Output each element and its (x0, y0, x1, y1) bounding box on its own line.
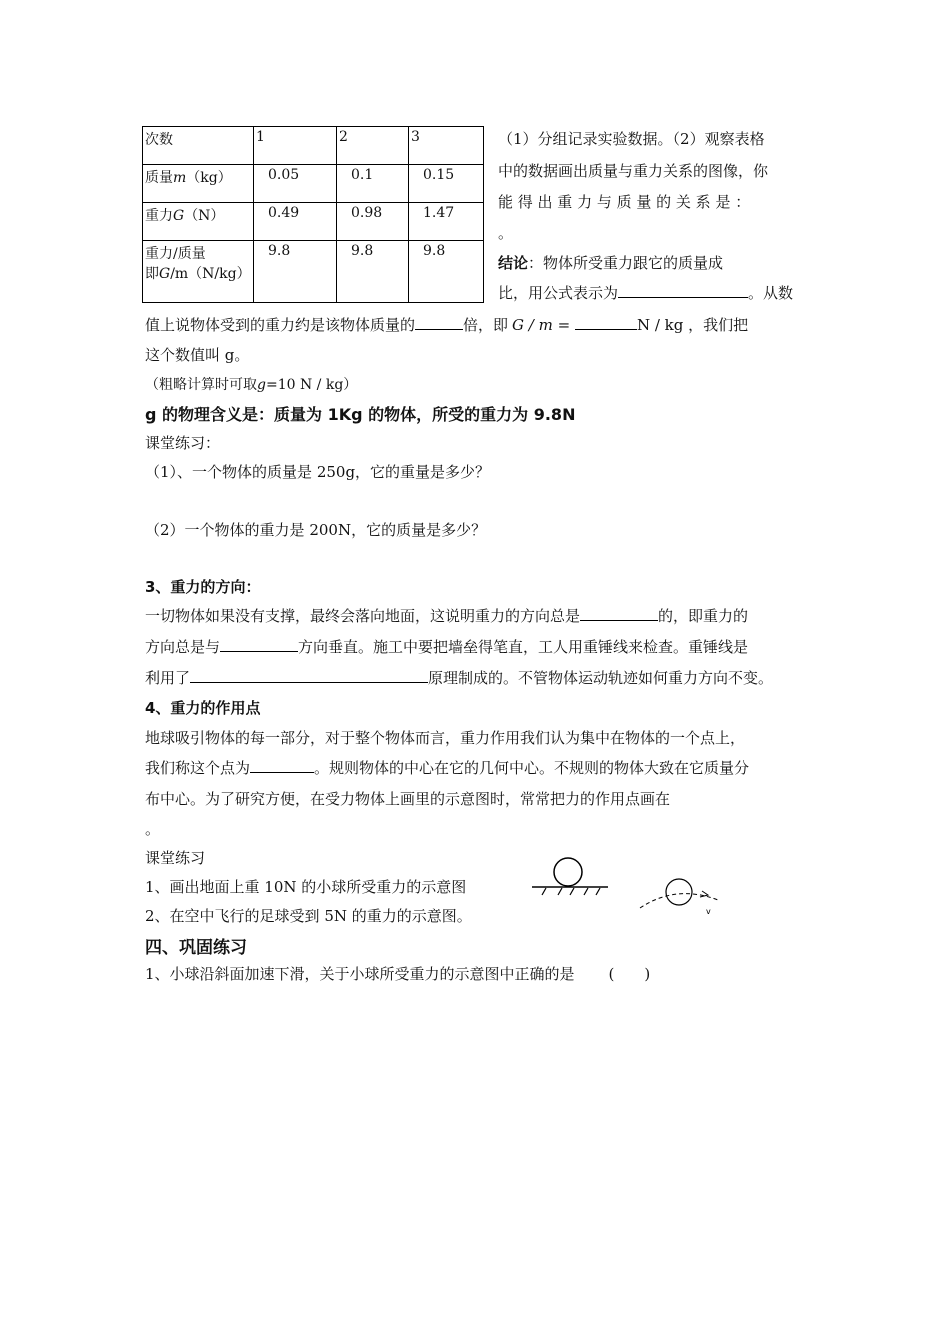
section3-line: 一切物体如果没有支撑，最终会落向地面，这说明重力的方向总是 的，即重力的 (145, 607, 749, 625)
principle-blank[interactable] (190, 668, 428, 683)
side-text-line: 。 (498, 224, 514, 242)
formula-blank[interactable] (618, 283, 748, 298)
football-flight-figure[interactable] (636, 876, 728, 920)
center-of-gravity-blank[interactable] (250, 758, 314, 773)
section4-line: 地球吸引物体的每一部分，对于整个物体而言，重力作用我们认为集中在物体的一个点上， (145, 729, 746, 747)
ball-on-ground-figure[interactable] (528, 852, 614, 904)
ground-hatch (542, 888, 546, 895)
table-header-row (143, 127, 484, 165)
football-circle (666, 879, 692, 905)
multiple-blank[interactable] (415, 315, 463, 330)
practice-question: （2）一个物体的重力是 200N，它的质量是多少？ (145, 521, 487, 539)
practice-title: 课堂练习： (145, 434, 221, 452)
table-cell: 0.15 (409, 165, 484, 203)
table-row (143, 165, 484, 203)
experiment-table (142, 126, 484, 303)
ground-hatch (596, 888, 600, 895)
table-cell: 0.98 (337, 203, 409, 241)
ground-hatch (570, 888, 574, 895)
formula-line: 比，用公式表示为 。从数 (498, 284, 794, 302)
table-header-cell: 3 (409, 127, 484, 165)
table-row (143, 203, 484, 241)
ground-hatch (584, 888, 588, 895)
section3-line: 利用了 原理制成的。不管物体运动轨迹如何重力方向不变。 (145, 669, 774, 687)
g-ratio-line: 值上说物体受到的重力约是该物体质量的 倍，即 G / m = N / kg ，我们把 (145, 316, 749, 334)
table-cell: 9.8 (254, 241, 337, 303)
consolidation-title: 四、巩固练习 (145, 938, 247, 958)
table-header-cell: 2 (337, 127, 409, 165)
g-name-line: 这个数值叫 g。 (145, 346, 250, 364)
direction-blank[interactable] (580, 606, 658, 621)
row-label-weight: 重力G（N） (143, 203, 254, 241)
g-value-blank[interactable] (575, 315, 637, 330)
g-meaning: g 的物理含义是：质量为 1Kg 的物体，所受的重力为 9.8N (145, 405, 576, 424)
table-cell: 1.47 (409, 203, 484, 241)
section4-line: 。 (145, 820, 161, 838)
table-row (143, 241, 484, 303)
side-text-line: （1）分组记录实验数据。（2）观察表格 (498, 130, 765, 148)
velocity-arrow-icon (700, 891, 708, 897)
table-cell: 9.8 (337, 241, 409, 303)
section4-title: 4、重力的作用点 (145, 699, 261, 717)
perpendicular-blank[interactable] (220, 637, 298, 652)
row-label-ratio: 重力/质量 即G/m（N/kg） (143, 241, 254, 303)
table-cell: 0.1 (337, 165, 409, 203)
section4-line: 布中心。为了研究方便，在受力物体上画里的示意图时，常常把力的作用点画在 (145, 790, 671, 808)
conclusion-line: 结论：物体所受重力跟它的质量成 (498, 254, 724, 272)
table-cell: 9.8 (409, 241, 484, 303)
row-label-mass: 质量m（kg） (143, 165, 254, 203)
conclusion-label: 结论 (498, 254, 529, 272)
practice-question: 2、在空中飞行的足球受到 5N 的重力的示意图。 (145, 907, 472, 925)
side-text-line: 中的数据画出质量与重力关系的图像，你 (498, 162, 769, 180)
practice-title: 课堂练习 (145, 849, 206, 867)
section3-title: 3、重力的方向： (145, 578, 261, 596)
table-cell: 0.05 (254, 165, 337, 203)
practice-question: （1）、一个物体的质量是 250g，它的重量是多少？ (145, 463, 491, 481)
table-cell: 0.49 (254, 203, 337, 241)
ground-hatch (558, 888, 562, 895)
table-header-cell: 1 (254, 127, 337, 165)
g-approx-line: （粗略计算时可取g=10 N / kg） (145, 377, 358, 393)
side-text-line: 能 得 出 重 力 与 质 量 的 关 系 是 ： (498, 193, 751, 211)
practice-question: 1、画出地面上重 10N 的小球所受重力的示意图 (145, 878, 467, 896)
consolidation-question: 1、小球沿斜面加速下滑，关于小球所受重力的示意图中正确的是 ( ) (145, 965, 651, 983)
section3-line: 方向总是与 方向垂直。施工中要把墙垒得笔直，工人用重锤线来检查。重锤线是 (145, 638, 749, 656)
section4-line: 我们称这个点为 。规则物体的中心在它的几何中心。不规则的物体大致在它质量分 (145, 759, 750, 777)
answer-paren[interactable]: ( ) (608, 965, 651, 983)
table-header-cell: 次数 (143, 127, 254, 165)
ball-circle (554, 858, 582, 886)
velocity-label: v (706, 907, 711, 916)
